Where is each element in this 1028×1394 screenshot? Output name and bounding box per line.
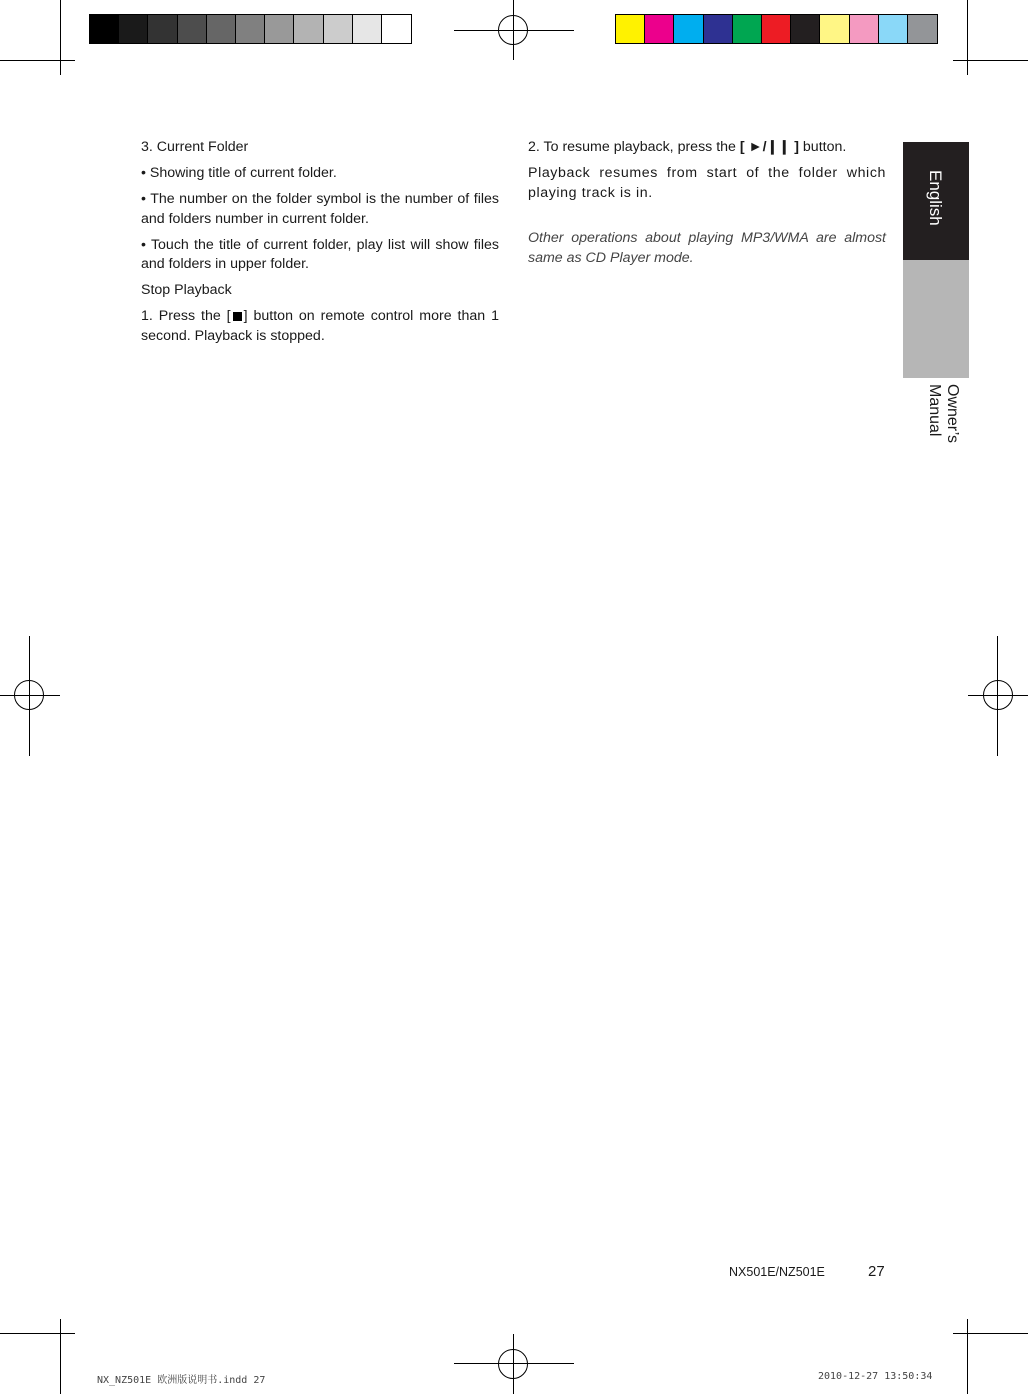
color-swatch (353, 15, 382, 43)
color-swatch (791, 15, 820, 43)
color-swatch (382, 15, 411, 43)
resume-step-2 (528, 138, 886, 158)
color-swatch (645, 15, 674, 43)
crop-mark (953, 60, 1028, 61)
stop-icon (233, 312, 242, 321)
resume-description: Playback resumes from start of the folder which playing track is in. (528, 165, 886, 201)
english-tab-label: English (926, 170, 945, 226)
color-swatch (879, 15, 908, 43)
english-tab-block (903, 142, 969, 260)
section-heading: 3. Current Folder (141, 139, 249, 155)
registration-target-left (0, 636, 60, 756)
grayscale-swatch-strip (89, 14, 412, 44)
crop-mark (967, 0, 968, 75)
color-swatch (178, 15, 207, 43)
owners-manual-tab-label: Owner’s Manual (926, 384, 961, 443)
bullet-showing-title: • Showing title of current folder. (141, 165, 337, 181)
play-pause-icon: [ ►/❙❙ ] (739, 139, 799, 155)
crop-mark (60, 1319, 61, 1394)
color-swatch (119, 15, 148, 43)
language-side-tab (903, 142, 969, 443)
resume-step-2-prefix: 2. To resume playback, press the (528, 139, 740, 155)
color-swatch (704, 15, 733, 43)
crop-mark (967, 1319, 968, 1394)
stop-step-1-prefix: 1. Press the [ (141, 308, 231, 324)
crop-mark (0, 60, 75, 61)
registration-target-bottom (454, 1334, 574, 1394)
color-swatch (265, 15, 294, 43)
stop-playback-heading: Stop Playback (141, 282, 232, 298)
other-operations-note: Other operations about playing MP3/WMA are almost same as CD Player mode. (528, 230, 886, 266)
color-swatch (294, 15, 323, 43)
color-swatch (207, 15, 236, 43)
stop-step-1-suffix: ] button on remote control more than 1 second. Playback is stopped. (141, 308, 500, 344)
bullet-folder-number: • The number on the folder symbol is the number of files and folders number in current folder. (141, 191, 499, 227)
right-column (528, 138, 886, 275)
crop-mark (0, 1333, 75, 1334)
color-swatch (674, 15, 703, 43)
model-number: NX501E/NZ501E (729, 1265, 825, 1279)
color-swatch (90, 15, 119, 43)
bullet-touch-title: • Touch the title of current folder, play list will show files and folders in upper folder. (141, 236, 499, 272)
color-swatch (236, 15, 265, 43)
color-swatch (733, 15, 762, 43)
crop-mark (60, 0, 61, 75)
color-swatch (324, 15, 353, 43)
slug-timestamp: 2010-12-27 13:50:34 (818, 1371, 933, 1382)
color-swatch-strip (615, 14, 938, 44)
color-swatch (908, 15, 937, 43)
left-column (141, 138, 499, 353)
page-number: 27 (868, 1263, 885, 1280)
color-swatch (820, 15, 849, 43)
crop-mark (953, 1333, 1028, 1334)
color-swatch (850, 15, 879, 43)
owners-manual-tab-block (903, 260, 969, 443)
registration-target-top (454, 0, 574, 60)
stop-step-1 (141, 307, 499, 346)
color-swatch (616, 15, 645, 43)
slug-filename: NX_NZ501E 欧洲版说明书.indd 27 (97, 1375, 266, 1386)
registration-target-right (968, 636, 1028, 756)
resume-step-2-suffix: button. (798, 139, 847, 155)
color-swatch (148, 15, 177, 43)
color-swatch (762, 15, 791, 43)
